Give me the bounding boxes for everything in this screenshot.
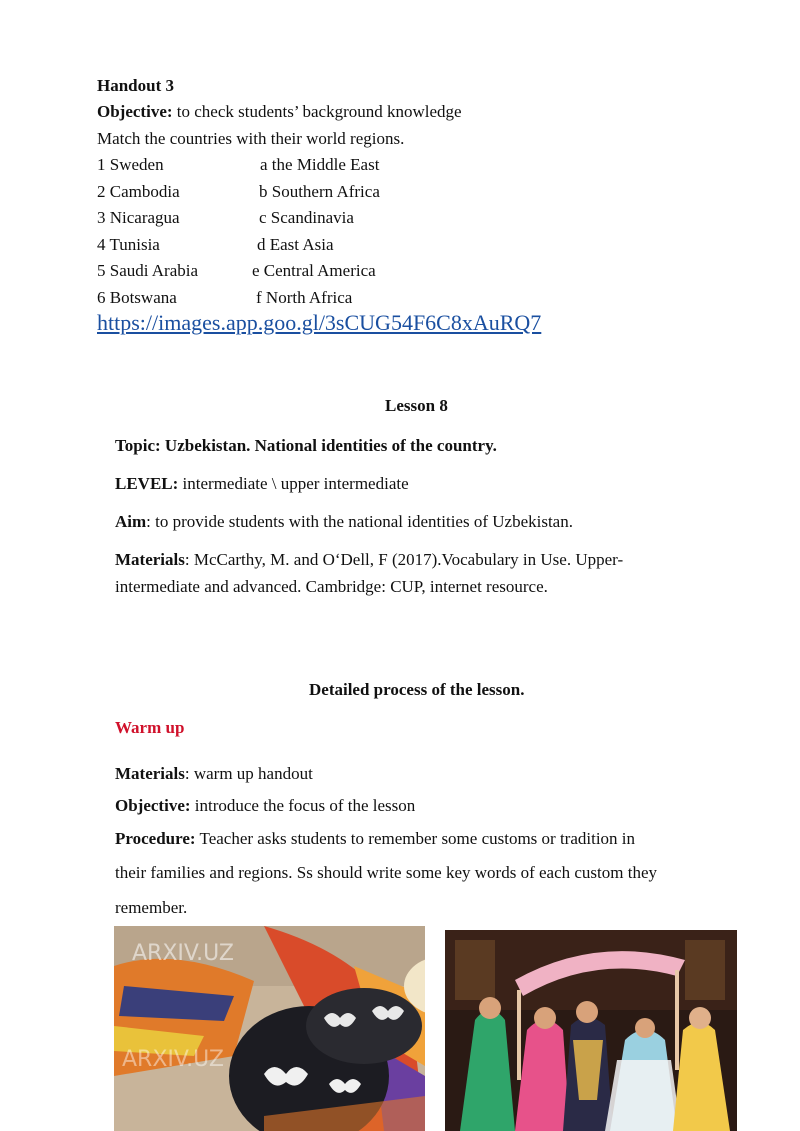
country-item: 4 Tunisia <box>97 235 160 254</box>
country-item: 3 Nicaragua <box>97 208 180 227</box>
procedure-label: Procedure: <box>115 829 196 848</box>
region-item: a the Middle East <box>260 155 380 174</box>
lesson-title: Lesson 8 <box>385 396 448 415</box>
lesson-materials-cont: intermediate and advanced. Cambridge: CUP, internet resource. <box>115 577 548 596</box>
level-label: LEVEL: <box>115 474 179 493</box>
region-item: c Scandinavia <box>259 208 354 227</box>
procedure-line: their families and regions. Ss should write some key words of each custom they <box>115 863 657 882</box>
procedure-text: Teacher asks students to remember some customs or tradition in <box>195 829 636 848</box>
country-item: 5 Saudi Arabia <box>97 261 199 280</box>
handout-title: Handout 3 <box>97 76 174 95</box>
objective-label: Objective: <box>97 102 173 121</box>
warmup-materials <box>115 764 313 784</box>
lesson-materials <box>115 550 623 570</box>
objective-label: Objective: <box>115 796 191 815</box>
region-item: d East Asia <box>257 235 334 254</box>
lesson-aim <box>115 512 573 532</box>
level-text: intermediate \ upper intermediate <box>178 474 409 493</box>
region-item: e Central America <box>252 261 376 280</box>
lesson-level <box>115 474 409 494</box>
country-item: 6 Botswana <box>97 288 177 307</box>
handout-objective <box>97 102 462 122</box>
country-item: 2 Cambodia <box>97 182 180 201</box>
lesson-topic: Topic: Uzbekistan. National identities of the country. <box>115 436 497 455</box>
watermark: ARXIV.UZ <box>132 941 234 966</box>
skullcaps-photo <box>114 926 425 1131</box>
objective-text: introduce the focus of the lesson <box>190 796 416 815</box>
aim-text: : to provide students with the national identities of Uzbekistan. <box>146 512 573 531</box>
wedding-dance-photo <box>445 930 737 1131</box>
aim-label: Aim <box>115 512 147 531</box>
warmup-heading: Warm up <box>115 718 185 737</box>
warmup-objective <box>115 796 415 816</box>
warmup-procedure <box>115 829 635 849</box>
region-item: b Southern Africa <box>259 182 380 201</box>
procedure-line: remember. <box>115 898 188 917</box>
materials-label: Materials <box>115 764 185 783</box>
country-item: 1 Sweden <box>97 155 164 174</box>
materials-text: : McCarthy, M. and O‘Dell, F (2017).Vocabulary in Use. Upper- <box>184 550 624 569</box>
watermark: ARXIV.UZ <box>122 1047 224 1072</box>
image-link[interactable]: https://images.app.goo.gl/3sCUG54F6C8xAuRQ7 <box>97 310 542 335</box>
region-item: f North Africa <box>256 288 353 307</box>
handout-instruction: Match the countries with their world regions. <box>97 129 405 148</box>
materials-text: : warm up handout <box>184 764 313 783</box>
process-title: Detailed process of the lesson. <box>309 680 525 699</box>
materials-label: Materials <box>115 550 185 569</box>
objective-text: to check students’ background knowledge <box>172 102 462 121</box>
